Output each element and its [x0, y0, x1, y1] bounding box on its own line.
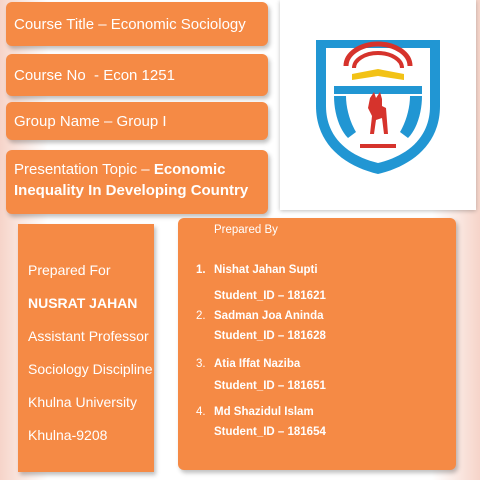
- prepared-by-box: [178, 218, 456, 470]
- instructor-name: NUSRAT JAHAN: [28, 295, 138, 311]
- member-name: Md Shazidul Islam: [214, 406, 314, 418]
- member-number: 3.: [196, 358, 206, 370]
- group-name: Group Name – Group I: [14, 112, 167, 130]
- course-title-box: [6, 2, 268, 46]
- instructor-discipline: Sociology Discipline: [28, 361, 153, 377]
- prepared-for-box: [18, 224, 154, 472]
- course-no-box: [6, 54, 268, 96]
- instructor-address: Khulna-9208: [28, 427, 108, 443]
- instructor-university: Khulna University: [28, 394, 137, 410]
- university-emblem-icon: [312, 36, 444, 176]
- member-name: Sadman Joa Aninda: [214, 310, 324, 322]
- group-name-box: [6, 102, 268, 140]
- topic-prefix: Presentation Topic –: [14, 161, 154, 178]
- instructor-title: Assistant Professor: [28, 328, 149, 344]
- prepared-for-heading: Prepared For: [28, 262, 111, 278]
- member-id: Student_ID – 181651: [214, 380, 326, 392]
- presentation-topic-box: [6, 150, 268, 214]
- topic-title: Economic Inequality In Developing Country: [14, 161, 249, 199]
- member-number: 4.: [196, 406, 206, 418]
- member-name: Nishat Jahan Supti: [214, 264, 318, 276]
- presentation-topic: [14, 159, 268, 201]
- prepared-by-heading: Prepared By: [214, 224, 278, 236]
- course-title: Course Title – Economic Sociology: [14, 15, 246, 33]
- member-number: 1.: [196, 264, 206, 276]
- member-id: Student_ID – 181621: [214, 290, 326, 302]
- member-number: 2.: [196, 310, 206, 322]
- logo-card: [280, 0, 476, 210]
- member-name: Atia Iffat Naziba: [214, 358, 301, 370]
- member-id: Student_ID – 181654: [214, 426, 326, 438]
- course-number: Course No - Econ 1251: [14, 66, 175, 84]
- member-id: Student_ID – 181628: [214, 330, 326, 342]
